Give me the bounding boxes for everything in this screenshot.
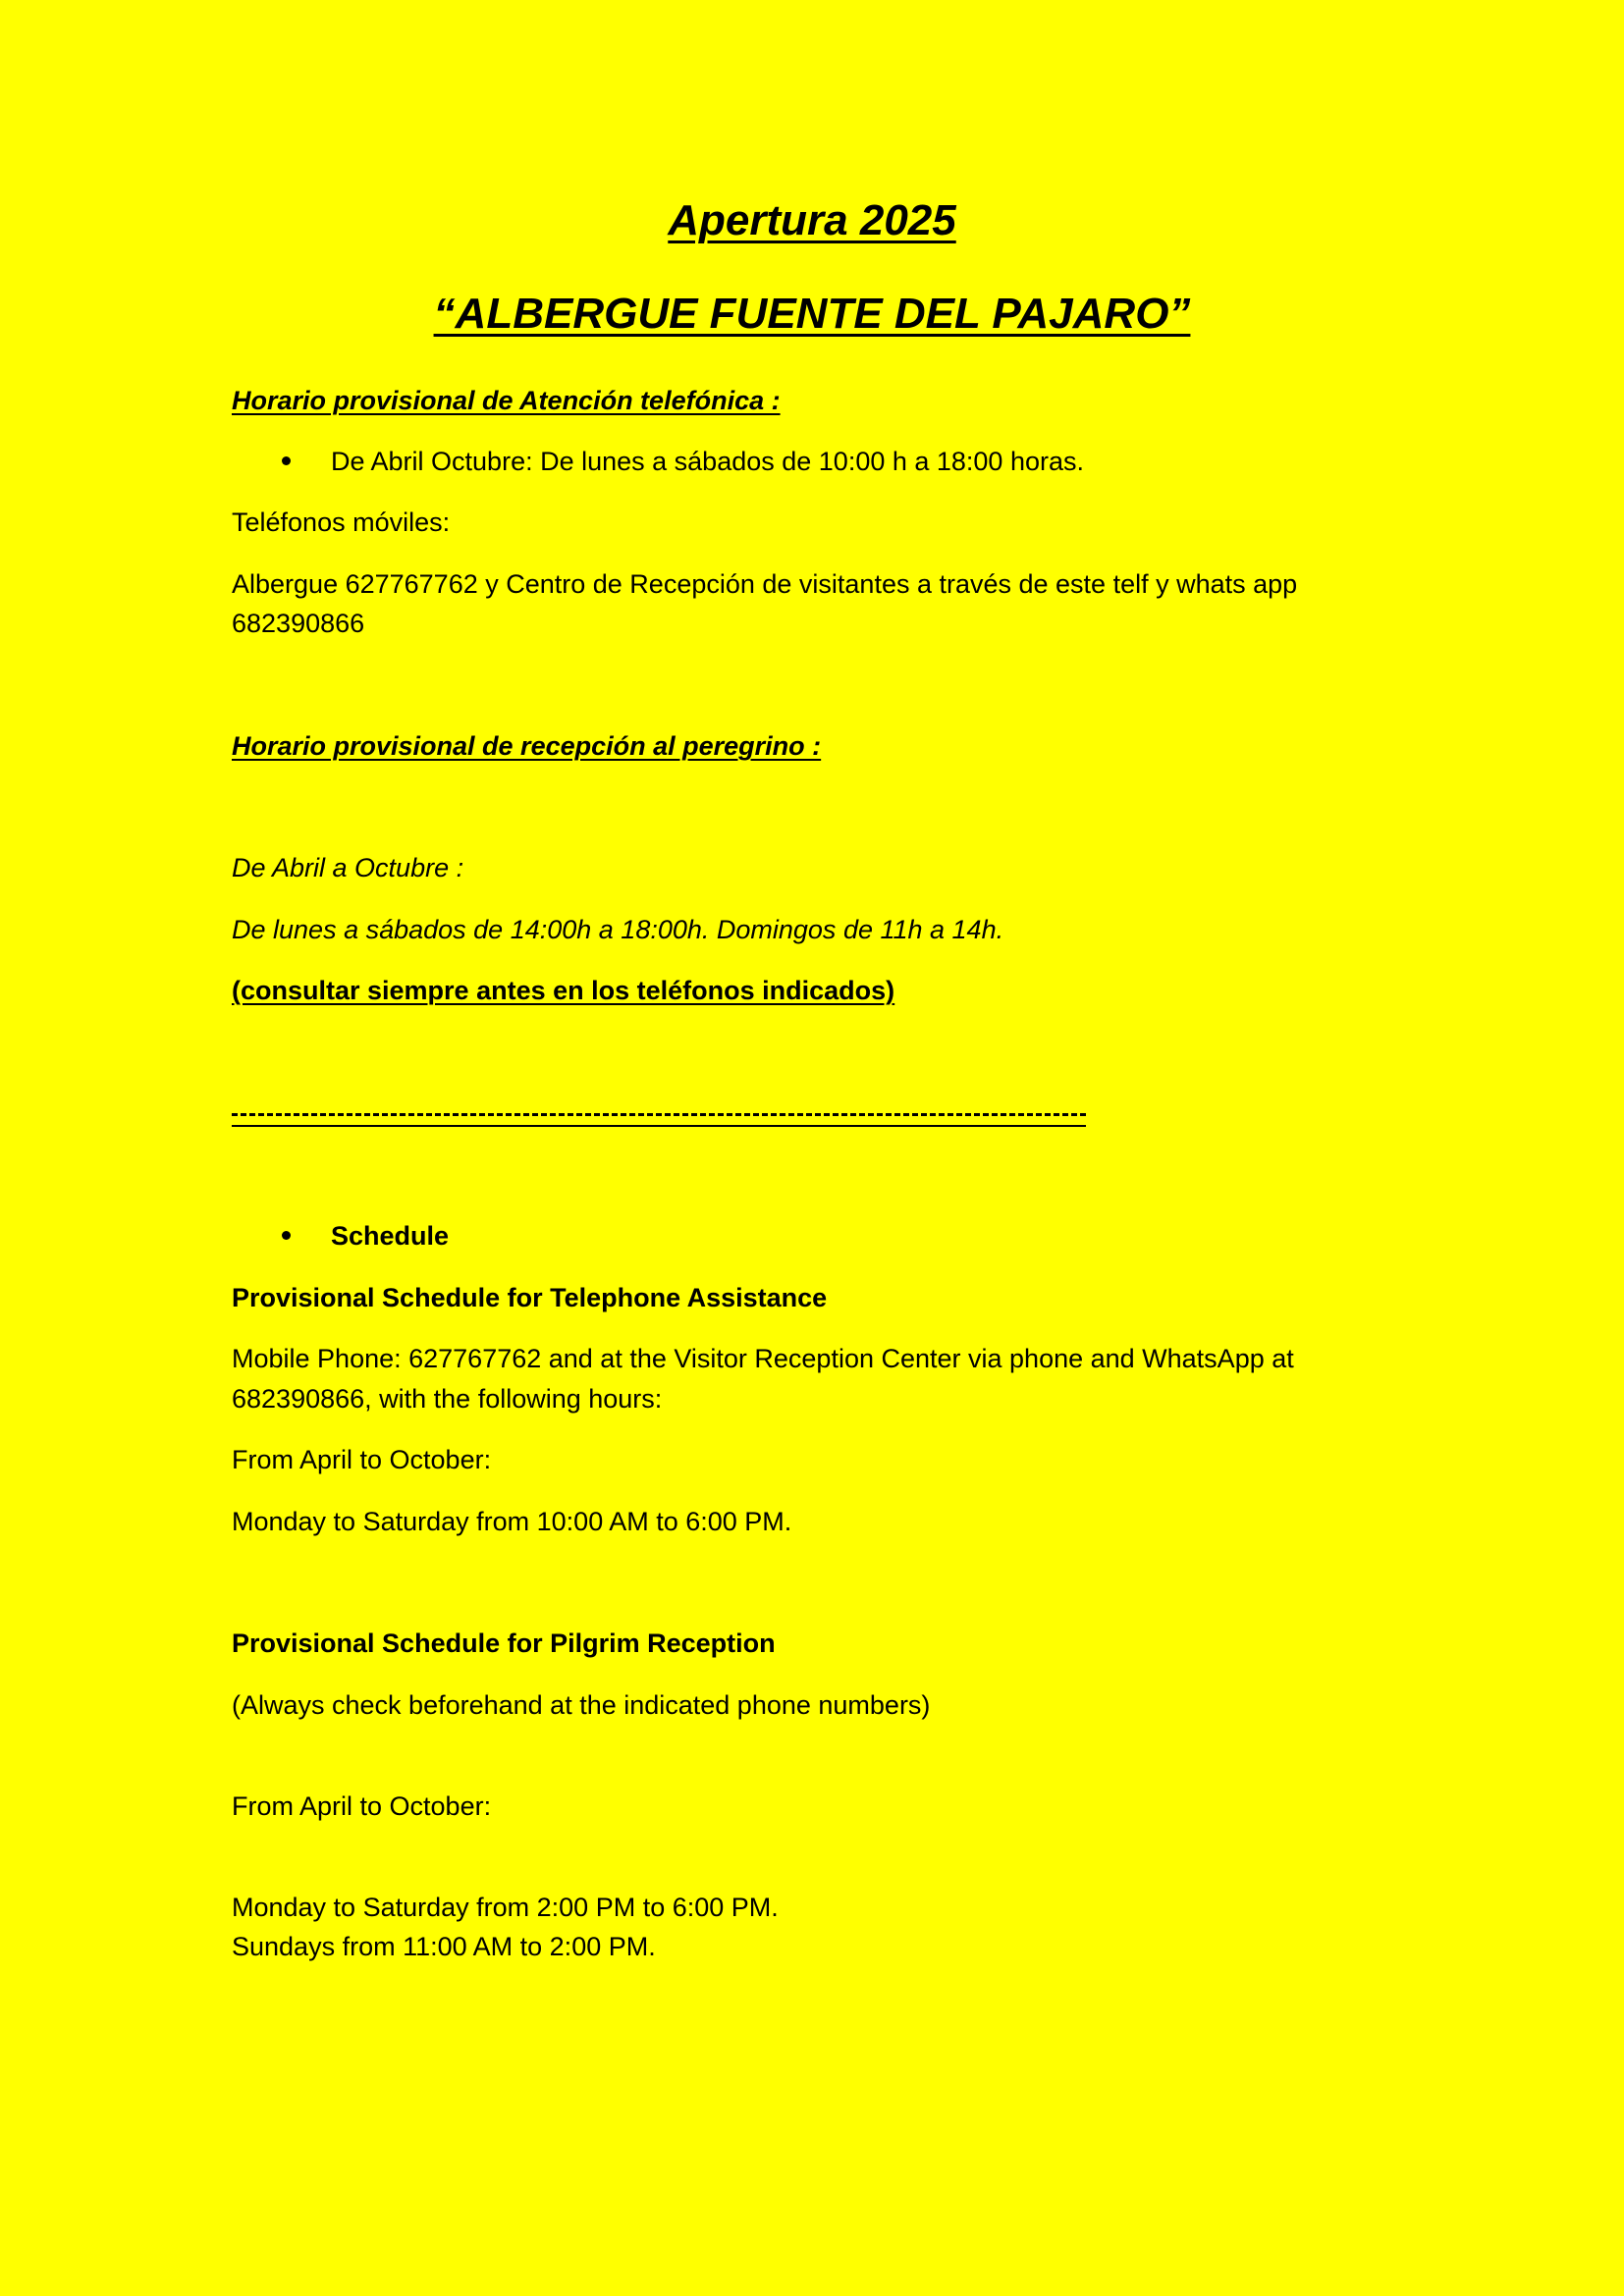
schedule-bullet-en: Schedule <box>331 1221 450 1251</box>
reception-note-en: (Always check beforehand at the indicated phone numbers) <box>232 1690 931 1720</box>
reception-heading-en: Provisional Schedule for Pilgrim Reception <box>232 1629 776 1658</box>
reception-period-es: De Abril a Octubre : <box>232 853 464 882</box>
title-apertura: Apertura 2025 <box>668 196 956 244</box>
bullet-icon <box>282 1231 291 1240</box>
reception-hours-sundays-en: Sundays from 11:00 AM to 2:00 PM. <box>232 1932 656 1961</box>
phone-period-en: From April to October: <box>232 1445 492 1474</box>
mobile-line-en-2: 682390866, with the following hours: <box>232 1384 663 1414</box>
title-albergue: “ALBERGUE FUENTE DEL PAJARO” <box>433 290 1191 338</box>
mobiles-line-es-2: 682390866 <box>232 609 365 638</box>
reception-hours-weekdays-en: Monday to Saturday from 2:00 PM to 6:00 PM. <box>232 1893 779 1922</box>
reception-period-en: From April to October: <box>232 1791 492 1821</box>
phone-hours-heading-es: Horario provisional de Atención telefónica : <box>232 386 781 415</box>
phone-hours-heading-en: Provisional Schedule for Telephone Assistance <box>232 1283 828 1312</box>
mobiles-line-es-1: Albergue 627767762 y Centro de Recepción de visitantes a través de este telf y whats app <box>232 569 1298 599</box>
document-page <box>232 0 1400 2296</box>
phone-hours-bullet-es: De Abril Octubre: De lunes a sábados de 10:00 h a 18:00 horas. <box>331 447 1084 476</box>
bullet-icon <box>282 456 291 465</box>
reception-hours-es: De lunes a sábados de 14:00h a 18:00h. Domingos de 11h a 14h. <box>232 915 1004 944</box>
separator-line <box>232 1113 1086 1116</box>
phone-hours-en: Monday to Saturday from 10:00 AM to 6:00 PM. <box>232 1507 792 1536</box>
mobile-line-en-1: Mobile Phone: 627767762 and at the Visitor Reception Center via phone and WhatsApp at <box>232 1344 1294 1373</box>
reception-note-es: (consultar siempre antes en los teléfonos indicados) <box>232 976 895 1005</box>
mobiles-label-es: Teléfonos móviles: <box>232 507 451 537</box>
separator-underline <box>232 1125 1086 1127</box>
reception-heading-es: Horario provisional de recepción al peregrino : <box>232 731 822 761</box>
